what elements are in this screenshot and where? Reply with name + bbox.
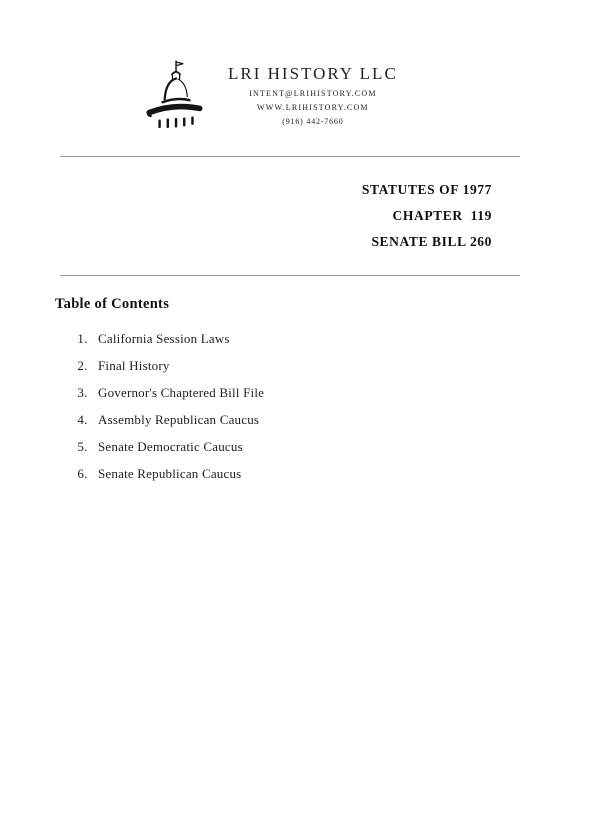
company-name: LRI HISTORY LLC [228, 64, 398, 83]
toc-list [71, 331, 600, 482]
statutes-line: STATUTES OF 1977 [361, 182, 492, 197]
email-text: INTENT@LRIHISTORY.COM [249, 89, 377, 98]
phone-text: (916) 442-7660 [282, 117, 344, 126]
document-reference [0, 177, 600, 255]
table-of-contents [55, 296, 600, 482]
toc-title: Table of Contents [55, 296, 170, 312]
divider-top [60, 156, 520, 157]
toc-item: 2. Final History [91, 358, 600, 374]
toc-item: 3. Governor's Chaptered Bill File [91, 385, 600, 401]
toc-item: 1. California Session Laws [91, 331, 600, 347]
toc-item: 5. Senate Democratic Caucus [91, 439, 600, 455]
senate-bill-line: SENATE BILL 260 [371, 234, 492, 249]
contact-block [228, 64, 398, 126]
chapter-line: CHAPTER 119 [392, 208, 492, 223]
toc-item: 4. Assembly Republican Caucus [91, 412, 600, 428]
capitol-sketch-icon [142, 58, 208, 132]
website-text: WWW.LRIHISTORY.COM [257, 103, 369, 112]
toc-item: 6. Senate Republican Caucus [91, 466, 600, 482]
divider-bottom [60, 275, 520, 276]
letterhead [142, 58, 600, 132]
